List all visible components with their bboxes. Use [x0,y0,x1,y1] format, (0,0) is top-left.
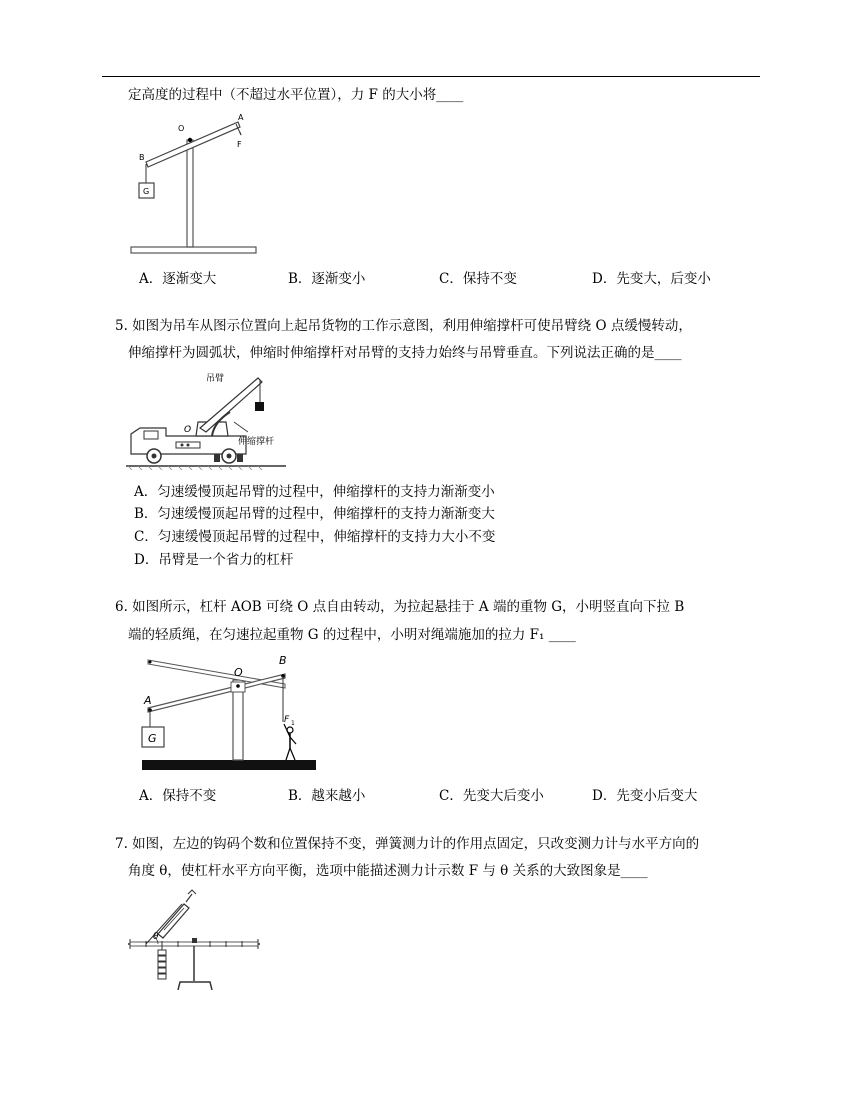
q4-label-O: O [178,124,185,133]
q6-label-F-sub: 1 [291,720,295,727]
q6-option-b: B．越来越小 [288,788,366,804]
q7-stem-line1: 7. 如图，左边的钩码个数和位置保持不变，弹簧测力计的作用点固定，只改变测力计与水平方向的 [115,836,700,852]
q5-option-d: D．吊臂是一个省力的杠杆 [134,552,294,568]
q5-option-a: A．匀速缓慢顶起吊臂的过程中，伸缩撑杆的支持力渐渐变小 [134,484,495,500]
q4-option-b: B．逐渐变小 [288,271,366,287]
q6-option-a: A．保持不变 [139,788,217,804]
q5-option-c: C．匀速缓慢顶起吊臂的过程中，伸缩撑杆的支持力大小不变 [134,529,496,545]
q6-label-B: B [279,654,287,667]
q6-label-F: F [284,715,290,725]
q5-crane-figure [126,370,286,470]
q6-label-A: A [144,694,152,707]
header-rule [102,76,760,77]
q6-lever-figure [140,652,320,774]
q6-label-G: G [148,732,157,745]
q5-label-strut: 伸缩撑杆 [238,437,275,447]
q5-option-b: B．匀速缓慢顶起吊臂的过程中，伸缩撑杆的支持力渐渐变大 [134,506,495,522]
q7-label-theta: θ [153,932,159,942]
q7-stem-line2: 角度 θ，使杠杆水平方向平衡，选项中能描述测力计示数 F 与 θ 关系的大致图象是____ [128,863,648,879]
q5-label-O: O [184,425,192,435]
q4-label-B: B [139,153,145,162]
q6-label-O: O [234,666,243,679]
q5-label-arm: 吊臂 [206,374,225,384]
q6-option-d: D．先变小后变大 [592,788,698,804]
q4-option-d: D．先变大，后变小 [592,271,711,287]
q6-stem-line2: 端的轻质绳，在匀速拉起重物 G 的过程中，小明对绳端施加的拉力 F₁ ____ [128,627,576,643]
q6-stem-line1: 6. 如图所示，杠杆 AOB 可绕 O 点自由转动，为拉起悬挂于 A 端的重物 G，小明竖直向下拉 B [115,599,685,615]
q4-option-a: A．逐渐变大 [139,271,217,287]
q4-label-G: G [143,187,150,196]
q7-balance-figure [126,886,266,996]
q4-option-c: C．保持不变 [439,271,517,287]
q6-option-c: C．先变大后变小 [439,788,544,804]
q4-label-A: A [238,113,244,122]
q4-lever-figure [128,110,268,260]
q5-stem-line1: 5. 如图为吊车从图示位置向上起吊货物的工作示意图，利用伸缩撑杆可使吊臂绕 O 点缓慢转动， [115,318,692,334]
q4-stem-line: 定高度的过程中（不超过水平位置），力 F 的大小将____ [128,87,464,103]
q5-stem-line2: 伸缩撑杆为圆弧状，伸缩时伸缩撑杆对吊臂的支持力始终与吊臂垂直。下列说法正确的是____ [128,345,682,361]
q4-label-F: F [237,140,242,149]
